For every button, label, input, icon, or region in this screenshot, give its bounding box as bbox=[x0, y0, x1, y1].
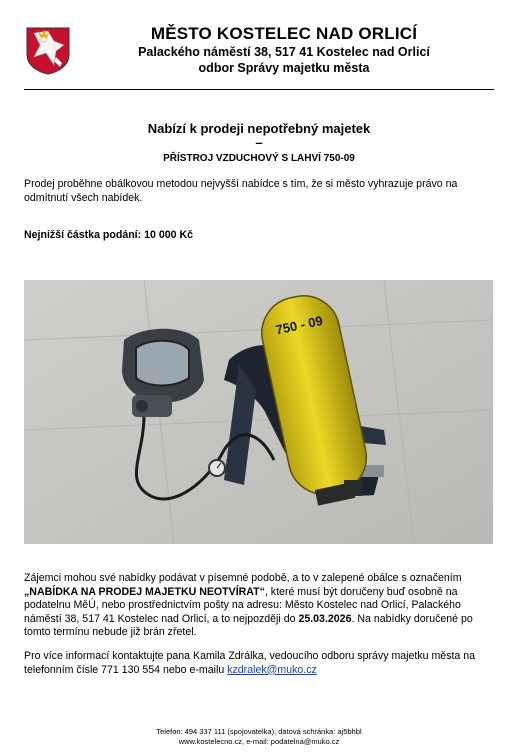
contact-text: Pro více informací kontaktujte pana Kamila Zdrálka, vedoucího odboru správy majetku města na telefonním čísle 771 130 554 nebo e-mailu bbox=[24, 650, 476, 676]
envelope-label: „NABÍDKA NA PRODEJ MAJETKU NEOTVÍRAT“ bbox=[24, 585, 265, 598]
title-dash: – bbox=[255, 135, 263, 150]
city-name: MĚSTO KOSTELEC NAD ORLICÍ bbox=[150, 24, 418, 43]
department-name: odbor Správy majetku města bbox=[198, 61, 370, 75]
city-address: Palackého náměstí 38, 517 41 Kostelec nad Orlicí bbox=[138, 45, 430, 59]
bid-deadline: 25.03.2026 bbox=[298, 612, 352, 625]
contact-email-link[interactable]: kzdralek@muko.cz bbox=[227, 663, 317, 676]
item-photo bbox=[24, 280, 493, 544]
breathing-apparatus-illustration bbox=[24, 280, 493, 544]
item-name: PŘÍSTROJ VZDUCHOVÝ S LAHVÍ 750-09 bbox=[163, 153, 355, 164]
letterhead bbox=[74, 24, 494, 76]
bid-instructions-text: . Na nabídky doručené po tomto termínu nebude již brán zřetel. bbox=[24, 612, 473, 639]
notice-title: Nabízí k prodeji nepotřebný majetek bbox=[147, 121, 371, 136]
footer bbox=[24, 727, 494, 747]
footer-contacts: Telefon: 494 337 111 (spojovatelka), datová schránka: aj5bhbl bbox=[156, 727, 362, 736]
cylinder-marking: 750 - 09 bbox=[274, 312, 325, 338]
bid-instructions-text: Zájemci mohou své nabídky podávat v písemné podobě, a to v zalepené obálce s označením bbox=[24, 572, 462, 584]
bid-instructions-text: , které musí být doručeny buď osobně na podatelnu MěÚ, nebo prostřednictvím pošty na adresu: Město Kostelec nad Orlicí, Palackého náměstí 38, 517 41 Kostelec nad Orlicí, a to nejpozději do bbox=[24, 585, 461, 625]
coat-of-arms-icon bbox=[26, 27, 70, 75]
contact-paragraph bbox=[24, 650, 496, 677]
minimum-bid: Nejnižší částka podání: 10 000 Kč bbox=[24, 229, 193, 241]
bid-instructions-paragraph bbox=[24, 572, 496, 640]
footer-web: www.kostelecno.cz, e-mail: podatelna@muko.cz bbox=[178, 737, 340, 746]
header-divider bbox=[24, 89, 494, 90]
sale-method-paragraph: Prodej proběhne obálkovou metodou nejvyšší nabídce s tím, že si město vyhrazuje právo na odmítnutí všech nabídek. bbox=[24, 178, 458, 204]
